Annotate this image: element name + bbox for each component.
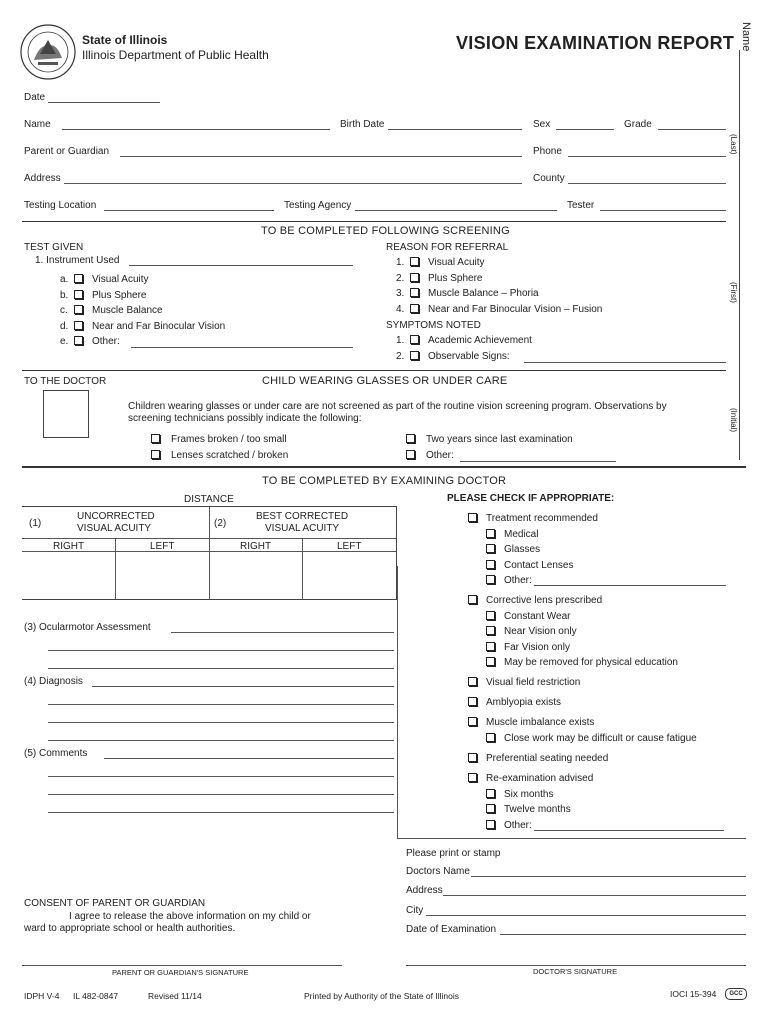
parent-signature-field[interactable] xyxy=(22,965,342,966)
comments-label: (5) Comments xyxy=(24,748,88,759)
tester-field[interactable] xyxy=(600,210,726,211)
revised-date: Revised 11/14 xyxy=(148,991,202,1001)
item-label: Other: xyxy=(504,820,532,831)
checkbox-icon xyxy=(151,450,160,459)
item-marker: d. xyxy=(60,320,69,332)
checkbox-icon xyxy=(151,434,160,443)
item-label: Other: xyxy=(504,575,532,586)
to-doctor-label: TO THE DOCTOR xyxy=(24,376,107,387)
item-label: Glasses xyxy=(504,544,541,555)
checkbox-icon xyxy=(74,305,83,314)
checkbox-icon xyxy=(468,677,477,686)
doctor-check-option[interactable] xyxy=(468,753,608,764)
comments-field-4[interactable] xyxy=(48,812,394,813)
phone-label: Phone xyxy=(533,146,562,157)
symptom-option[interactable] xyxy=(396,335,532,346)
item-marker: e. xyxy=(60,336,69,348)
checkbox-icon xyxy=(468,513,477,522)
doctor-stamp-box xyxy=(43,390,89,438)
item-label: Muscle Balance xyxy=(92,305,163,317)
item-label: Plus Sphere xyxy=(428,272,483,284)
grade-field[interactable] xyxy=(658,129,726,130)
doctor-check-option[interactable] xyxy=(468,677,580,688)
doctors-name-label: Doctors Name xyxy=(406,866,470,877)
diagnosis-field-4[interactable] xyxy=(48,740,394,741)
sex-label: Sex xyxy=(533,119,551,130)
checkbox-icon xyxy=(468,697,477,706)
union-bug-logo: GCC xyxy=(725,988,747,1000)
consent-line-2: ward to appropriate school or health authorities. xyxy=(24,923,236,934)
doctor-check-option[interactable] xyxy=(486,789,553,800)
diagnosis-label: (4) Diagnosis xyxy=(24,676,83,687)
birth-date-field[interactable] xyxy=(388,129,522,130)
item-label: Twelve months xyxy=(504,804,571,815)
test-option[interactable] xyxy=(60,305,163,316)
item-marker: 2. xyxy=(396,272,405,284)
date-field[interactable] xyxy=(48,102,160,103)
doctor-check-option[interactable] xyxy=(486,804,571,815)
state-seal xyxy=(20,24,76,80)
item-label: Plus Sphere xyxy=(92,289,147,301)
side-label-initial: (Initial) xyxy=(729,408,738,433)
item-marker: a. xyxy=(60,274,69,285)
reason-option[interactable] xyxy=(396,288,539,299)
ocular-field-2[interactable] xyxy=(48,650,394,651)
col1-right: RIGHT xyxy=(53,541,85,552)
test-option[interactable] xyxy=(60,321,225,332)
date-label: Date xyxy=(24,92,46,103)
item-label: Academic Achievement xyxy=(428,335,532,346)
col2-title-a: BEST CORRECTED xyxy=(256,511,349,522)
col1-title-b: VISUAL ACUITY xyxy=(77,523,152,534)
item-label: Far Vision only xyxy=(504,642,570,653)
symptoms-heading: SYMPTOMS NOTED xyxy=(386,320,481,331)
testing-location-field[interactable] xyxy=(104,210,274,211)
col2-left: LEFT xyxy=(337,541,362,552)
comments-field-3[interactable] xyxy=(48,794,394,795)
checkbox-icon xyxy=(486,611,495,620)
checkbox-icon xyxy=(410,273,419,282)
item-label: Preferential seating needed xyxy=(486,753,609,764)
checkbox-icon xyxy=(410,257,419,266)
print-stamp-label: Please print or stamp xyxy=(406,848,501,859)
item-marker: 2. xyxy=(396,350,405,362)
city-field[interactable] xyxy=(426,915,746,916)
ocular-field-3[interactable] xyxy=(48,668,394,669)
item-marker: 3. xyxy=(396,288,405,300)
item-marker: 1. xyxy=(396,335,405,346)
form-title: VISION EXAMINATION REPORT xyxy=(456,33,735,53)
checkbox-icon xyxy=(486,657,495,666)
checkbox-icon xyxy=(74,290,83,299)
parent-signature-label: PARENT OR GUARDIAN'S SIGNATURE xyxy=(112,968,249,977)
item-label: Close work may be difficult or cause fatigue xyxy=(504,733,697,744)
date-exam-label: Date of Examination xyxy=(406,924,497,935)
glasses-other-option[interactable]: Other: xyxy=(406,450,454,461)
col2-title-b: VISUAL ACUITY xyxy=(265,523,340,534)
testing-agency-field[interactable] xyxy=(355,210,557,211)
doctor-check-option[interactable] xyxy=(486,733,697,744)
comments-field[interactable] xyxy=(104,758,394,759)
checkbox-icon xyxy=(486,804,495,813)
glasses-text-2: screening technicians possibly indicate the following: xyxy=(128,413,362,424)
test-option[interactable] xyxy=(60,274,149,285)
checkbox-icon xyxy=(74,321,83,330)
doctor-address-label: Address xyxy=(406,885,443,896)
grade-label: Grade xyxy=(624,119,652,130)
symptom-option[interactable] xyxy=(396,351,510,362)
parent-label: Parent or Guardian xyxy=(24,146,110,157)
glasses-text-1: Children wearing glasses or under care are not screened as part of the routine vision screening program. Observations by xyxy=(128,401,667,412)
doctor-check-option[interactable] xyxy=(486,529,538,540)
reason-option[interactable] xyxy=(396,273,482,284)
glasses-heading: CHILD WEARING GLASSES OR UNDER CARE xyxy=(262,375,508,387)
item-label: Visual field restriction xyxy=(486,677,581,688)
item-label: Six months xyxy=(504,789,554,800)
observable-signs-field[interactable] xyxy=(524,362,726,363)
department-name: Illinois Department of Public Health xyxy=(82,48,269,62)
item-label: Observable Signs: xyxy=(428,350,510,362)
name-field[interactable] xyxy=(62,129,330,130)
checkbox-icon xyxy=(486,575,495,584)
ioci-number: IOCI 15-394 xyxy=(670,989,717,999)
testing-location-label: Testing Location xyxy=(24,200,97,211)
item-label: Constant Wear xyxy=(504,611,571,622)
diagnosis-field[interactable] xyxy=(92,686,394,687)
checkbox-icon xyxy=(410,304,419,313)
doctor-check-option[interactable] xyxy=(468,513,598,524)
ocular-field[interactable] xyxy=(171,632,394,633)
doctor-check-option[interactable] xyxy=(486,642,570,653)
state-name: State of Illinois xyxy=(82,33,168,47)
checkbox-icon xyxy=(486,560,495,569)
doctor-address-field[interactable] xyxy=(443,895,746,896)
doctor-signature-field[interactable] xyxy=(406,965,746,966)
testing-agency-label: Testing Agency xyxy=(284,200,352,211)
ocular-label: (3) Ocularmotor Assessment xyxy=(24,622,151,633)
side-label-first: (First) xyxy=(729,282,738,303)
checkbox-icon xyxy=(410,351,419,360)
treatment-other-field[interactable] xyxy=(534,585,726,586)
city-label: City xyxy=(406,905,424,916)
item-label: Corrective lens prescribed xyxy=(486,595,603,606)
doctor-check-option[interactable] xyxy=(486,657,678,668)
side-label-last: (Last) xyxy=(729,134,738,155)
checkbox-icon xyxy=(74,274,83,283)
doctor-heading: TO BE COMPLETED BY EXAMINING DOCTOR xyxy=(262,475,507,487)
date-exam-field[interactable] xyxy=(500,934,746,935)
item-label: Treatment recommended xyxy=(486,513,598,524)
address-label: Address xyxy=(24,173,61,184)
doctors-name-field[interactable] xyxy=(471,876,746,877)
item-label: May be removed for physical education xyxy=(504,657,678,668)
form-id: IDPH V-4 xyxy=(24,991,60,1001)
checkbox-icon xyxy=(486,820,495,829)
item-label: Visual Acuity xyxy=(92,274,149,285)
frames-broken-option[interactable]: Frames broken / too small xyxy=(151,434,287,445)
doctor-check-option[interactable] xyxy=(486,611,571,622)
tester-label: Tester xyxy=(567,200,595,211)
item-label: Re-examination advised xyxy=(486,773,594,784)
test-option[interactable] xyxy=(60,290,146,301)
checkbox-icon xyxy=(486,733,495,742)
item-label: Visual Acuity xyxy=(428,257,485,268)
checkbox-icon xyxy=(486,529,495,538)
consent-heading: CONSENT OF PARENT OR GUARDIAN xyxy=(24,898,206,909)
item-label: Muscle imbalance exists xyxy=(486,717,595,728)
checkbox-icon xyxy=(486,544,495,553)
item-label: Contact Lenses xyxy=(504,560,574,571)
diagnosis-field-2[interactable] xyxy=(48,704,394,705)
distance-label: DISTANCE xyxy=(184,494,234,505)
item-label: Near Vision only xyxy=(504,626,577,637)
consent-line-1: I agree to release the above information on my child or xyxy=(69,911,311,922)
checkbox-icon xyxy=(468,773,477,782)
col1-title-a: UNCORRECTED xyxy=(77,511,155,522)
col1-number: (1) xyxy=(29,518,42,529)
doctor-check-option[interactable] xyxy=(486,626,577,637)
reason-option[interactable] xyxy=(396,257,485,268)
item-marker: 4. xyxy=(396,303,405,315)
doctor-check-option[interactable] xyxy=(486,575,532,586)
col1-left: LEFT xyxy=(150,541,175,552)
checkbox-icon xyxy=(468,595,477,604)
reexam-other-field[interactable] xyxy=(534,830,724,831)
checkbox-icon xyxy=(468,753,477,762)
item-label: Other: xyxy=(92,336,120,348)
col2-number: (2) xyxy=(214,518,227,529)
checkbox-icon xyxy=(406,434,415,443)
doctor-check-option[interactable] xyxy=(468,595,602,606)
checkbox-icon xyxy=(486,642,495,651)
instrument-field[interactable] xyxy=(129,265,353,266)
checkbox-icon xyxy=(410,335,419,344)
checkbox-icon xyxy=(406,450,415,459)
doctor-check-option[interactable] xyxy=(468,717,594,728)
checkbox-icon xyxy=(486,789,495,798)
doctor-signature-label: DOCTOR'S SIGNATURE xyxy=(533,967,618,976)
lenses-scratched-option[interactable]: Lenses scratched / broken xyxy=(151,450,288,461)
item-marker: b. xyxy=(60,289,69,301)
item-marker: 1. xyxy=(396,257,405,268)
check-heading: PLEASE CHECK IF APPROPRIATE: xyxy=(447,493,615,504)
item-label: Near and Far Binocular Vision xyxy=(92,320,226,332)
doctor-check-option[interactable] xyxy=(468,773,593,784)
item-marker: c. xyxy=(60,305,68,317)
two-years-option[interactable]: Two years since last examination xyxy=(406,434,573,445)
reason-heading: REASON FOR REFERRAL xyxy=(386,242,509,253)
doctor-check-option[interactable] xyxy=(468,697,561,708)
county-field[interactable] xyxy=(568,183,726,184)
checkbox-icon xyxy=(486,626,495,635)
doctor-check-option[interactable] xyxy=(486,820,532,831)
doctor-check-option[interactable] xyxy=(486,544,540,555)
item-label: Amblyopia exists xyxy=(486,697,562,708)
checkbox-icon xyxy=(74,336,83,345)
reason-option[interactable] xyxy=(396,304,602,315)
il-number: IL 482-0847 xyxy=(73,991,119,1001)
address-field[interactable] xyxy=(64,183,522,184)
comments-field-2[interactable] xyxy=(48,776,394,777)
name-label: Name xyxy=(24,119,51,130)
item-label: Medical xyxy=(504,529,539,540)
checkbox-icon xyxy=(410,288,419,297)
birth-date-label: Birth Date xyxy=(340,119,385,130)
glasses-other-field[interactable] xyxy=(460,461,616,462)
screening-heading: TO BE COMPLETED FOLLOWING SCREENING xyxy=(261,225,510,237)
item-label: Muscle Balance – Phoria xyxy=(428,288,539,300)
col2-right: RIGHT xyxy=(240,541,272,552)
printed-by: Printed by Authority of the State of Illinois xyxy=(304,991,459,1001)
doctor-check-option[interactable] xyxy=(486,560,574,571)
phone-field[interactable] xyxy=(568,156,726,157)
parent-field[interactable] xyxy=(120,156,522,157)
test-option[interactable] xyxy=(60,336,120,347)
side-label-name: Name xyxy=(740,22,752,52)
diagnosis-field-3[interactable] xyxy=(48,722,394,723)
test-given-heading: TEST GIVEN xyxy=(24,242,84,253)
county-label: County xyxy=(533,173,565,184)
other-test-field[interactable] xyxy=(131,347,353,348)
checkbox-icon xyxy=(468,717,477,726)
instrument-label: 1. Instrument Used xyxy=(35,255,120,266)
item-label: Near and Far Binocular Vision – Fusion xyxy=(428,303,603,315)
sex-field[interactable] xyxy=(556,129,614,130)
